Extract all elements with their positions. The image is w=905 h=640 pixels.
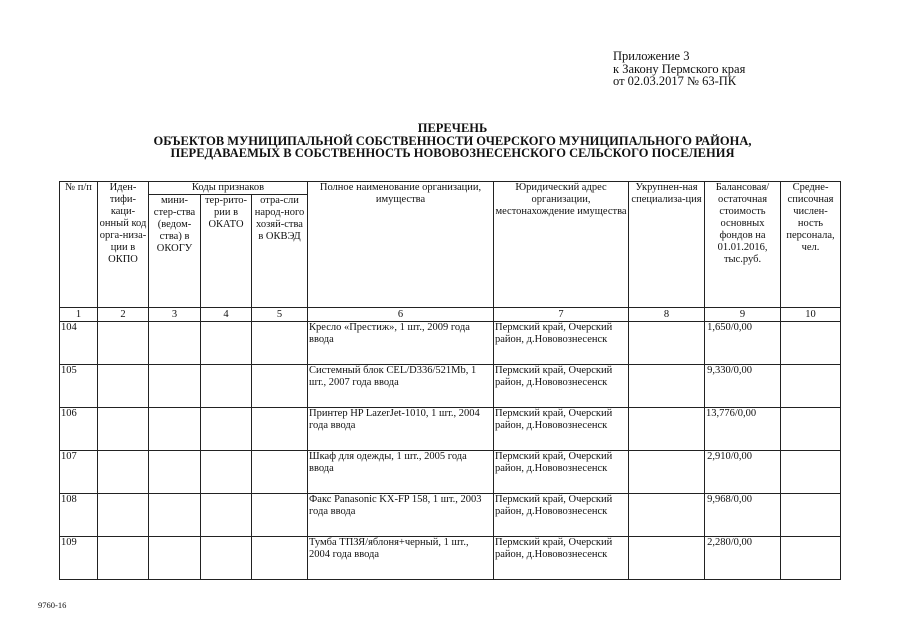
header-address: Юридический адрес организации, местонахождение имущества [494,182,629,308]
heading-line: ОБЪЕКТОВ МУНИЦИПАЛЬНОЙ СОБСТВЕННОСТИ ОЧЕРСКОГО МУНИЦИПАЛЬНОГО РАЙОНА, [153,133,752,148]
row-address: Пермский край, Очерский район, д.Нововознесенск [494,494,629,537]
table-row [60,408,841,451]
table-row [60,322,841,365]
row-balance: 9,968/0,00 [705,494,781,537]
column-number-row [60,308,841,322]
row-name: Принтер HP LazerJet-1010, 1 шт., 2004 года ввода [308,408,494,451]
column-number: 5 [252,308,308,322]
row-balance: 2,280/0,00 [705,537,781,580]
header-okogu: мини-стер-ства (ведом-ства) в ОКОГУ [149,195,201,308]
row-balance: 1,650/0,00 [705,322,781,365]
row-num: 108 [60,494,98,537]
row-name: Шкаф для одежды, 1 шт., 2005 года ввода [308,451,494,494]
document-heading [0,122,905,160]
row-name: Системный блок CEL/D336/521Mb, 1 шт., 2007 года ввода [308,365,494,408]
header-staff: Средне-списочная числен-ность персонала, чел. [781,182,841,308]
table-row [60,451,841,494]
heading-title: ПЕРЕЧЕНЬ [417,121,488,135]
header-okpo: Иден-тифи-каци-онный код орга-низа-ции в ОКПО [98,182,149,308]
column-number: 10 [781,308,841,322]
row-num: 104 [60,322,98,365]
row-name: Тумба ТПЗЯ/яблоня+черный, 1 шт., 2004 года ввода [308,537,494,580]
column-number: 4 [201,308,252,322]
header-okved: отра-сли народ-ного хозяй-ства в ОКВЭД [252,195,308,308]
appendix-note [613,50,745,88]
row-address: Пермский край, Очерский район, д.Нововознесенск [494,322,629,365]
row-balance: 2,910/0,00 [705,451,781,494]
header-specialization: Укрупнен-ная специализа-ция [629,182,705,308]
column-number: 6 [308,308,494,322]
row-num: 107 [60,451,98,494]
table-row [60,365,841,408]
row-address: Пермский край, Очерский район, д.Нововознесенск [494,537,629,580]
row-name: Факс Panasonic KX-FP 158, 1 шт., 2003 года ввода [308,494,494,537]
row-address: Пермский край, Очерский район, д.Нововознесенск [494,408,629,451]
row-address: Пермский край, Очерский район, д.Нововознесенск [494,365,629,408]
header-balance: Балансовая/ остаточная стоимость основных фондов на 01.01.2016, тыс.руб. [705,182,781,308]
row-num: 109 [60,537,98,580]
column-number: 1 [60,308,98,322]
column-number: 8 [629,308,705,322]
footer-code: 9760-16 [38,600,67,610]
table-row [60,537,841,580]
appendix-line: к Закону Пермского края [613,61,746,76]
row-address: Пермский край, Очерский район, д.Нововознесенск [494,451,629,494]
property-table [59,181,841,580]
row-balance: 13,776/0,00 [705,408,781,451]
row-name: Кресло «Престиж», 1 шт., 2009 года ввода [308,322,494,365]
appendix-line: от 02.03.2017 № 63-ПК [613,74,737,88]
row-balance: 9,330/0,00 [705,365,781,408]
column-number: 7 [494,308,629,322]
heading-line: ПЕРЕДАВАЕМЫХ В СОБСТВЕННОСТЬ НОВОВОЗНЕСЕНСКОГО СЕЛЬСКОГО ПОСЕЛЕНИЯ [170,146,735,160]
header-okato: тер-рито-рии в ОКАТО [201,195,252,308]
column-number: 2 [98,308,149,322]
column-number: 3 [149,308,201,322]
column-number: 9 [705,308,781,322]
row-num: 106 [60,408,98,451]
appendix-line: Приложение 3 [613,49,690,63]
header-codes: Коды признаков [149,182,308,195]
row-num: 105 [60,365,98,408]
table-row [60,494,841,537]
header-name: Полное наименование организации, имущества [308,182,494,308]
header-num: № п/п [60,182,98,308]
